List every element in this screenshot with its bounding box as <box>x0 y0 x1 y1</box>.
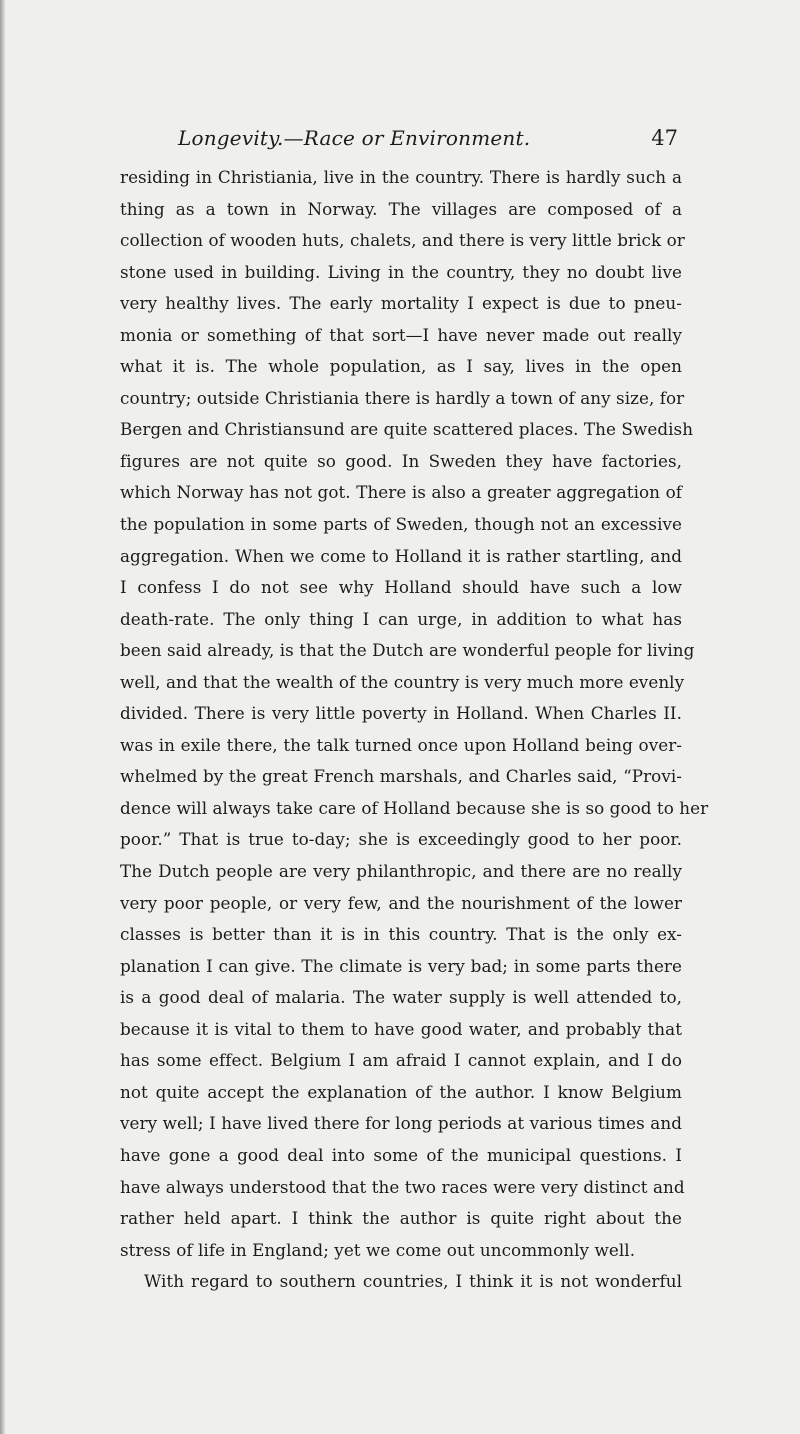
running-title: Longevity.—Race or Environment. <box>178 126 531 150</box>
text-line: has some effect. Belgium I am afraid I cannot explain, and I do <box>120 1050 682 1071</box>
text-line: poor.” That is true to-day; she is exceedingly good to her poor. <box>120 829 682 850</box>
text-line: have always understood that the two races were very distinct and <box>120 1176 685 1197</box>
text-line: what it is. The whole population, as I say, lives in the open <box>120 356 682 377</box>
text-line: classes is better than it is in this country. That is the only ex- <box>120 924 682 945</box>
page-binding-edge <box>0 0 6 1434</box>
body-text <box>120 162 709 1298</box>
text-line: residing in Christiania, live in the country. There is hardly such a <box>120 167 682 187</box>
text-line: is a good deal of malaria. The water supply is well attended to, <box>120 987 682 1008</box>
text-line: very poor people, or very few, and the nourishment of the lower <box>120 892 682 913</box>
text-line: because it is vital to them to have good water, and probably that <box>120 1018 682 1039</box>
text-line: been said already, is that the Dutch are wonderful people for living <box>120 640 695 661</box>
text-line: not quite accept the explanation of the author. I know Belgium <box>120 1081 682 1102</box>
text-line: thing as a town in Norway. The villages are composed of a <box>120 198 682 219</box>
text-line: well, and that the wealth of the country is very much more evenly <box>120 671 685 692</box>
text-line: Bergen and Christiansund are quite scattered places. The Swedish <box>120 419 694 440</box>
running-head <box>120 126 682 160</box>
text-line: dence will always take care of Holland because she is so good to her <box>120 797 709 818</box>
text-line: figures are not quite so good. In Sweden they have factories, <box>120 450 682 471</box>
text-line: planation I can give. The climate is very bad; in some parts there <box>120 955 682 976</box>
text-line: very healthy lives. The early mortality I expect is due to pneu- <box>120 293 682 314</box>
text-line: was in exile there, the talk turned once upon Holland being over- <box>120 734 682 755</box>
text-line-paragraph-end: stress of life in England; yet we come out uncommonly well. <box>120 1239 636 1260</box>
text-line: whelmed by the great French marshals, and Charles said, “Provi- <box>120 766 682 787</box>
text-line: death-rate. The only thing I can urge, in addition to what has <box>120 608 682 629</box>
text-line: collection of wooden huts, chalets, and there is very little brick or <box>120 230 685 251</box>
text-line: The Dutch people are very philanthropic, and there are no really <box>120 861 682 882</box>
text-line: which Norway has not got. There is also a greater aggregation of <box>120 482 682 503</box>
text-line: divided. There is very little poverty in Holland. When Charles II. <box>120 703 682 724</box>
text-line: monia or something of that sort—I have never made out really <box>120 324 682 345</box>
text-line-paragraph-start: With regard to southern countries, I think it is not wonderful <box>144 1271 682 1292</box>
text-line: rather held apart. I think the author is quite right about the <box>120 1208 682 1229</box>
text-line: I confess I do not see why Holland should have such a low <box>120 577 682 598</box>
page-number: 47 <box>651 126 678 150</box>
text-line: aggregation. When we come to Holland it is rather startling, and <box>120 545 682 566</box>
text-line: have gone a good deal into some of the municipal questions. I <box>120 1144 682 1165</box>
text-line: stone used in building. Living in the country, they no doubt live <box>120 261 682 282</box>
text-line: country; outside Christiania there is hardly a town of any size, for <box>120 387 685 408</box>
text-line: very well; I have lived there for long periods at various times and <box>120 1113 682 1134</box>
text-line: the population in some parts of Sweden, though not an excessive <box>120 514 682 535</box>
